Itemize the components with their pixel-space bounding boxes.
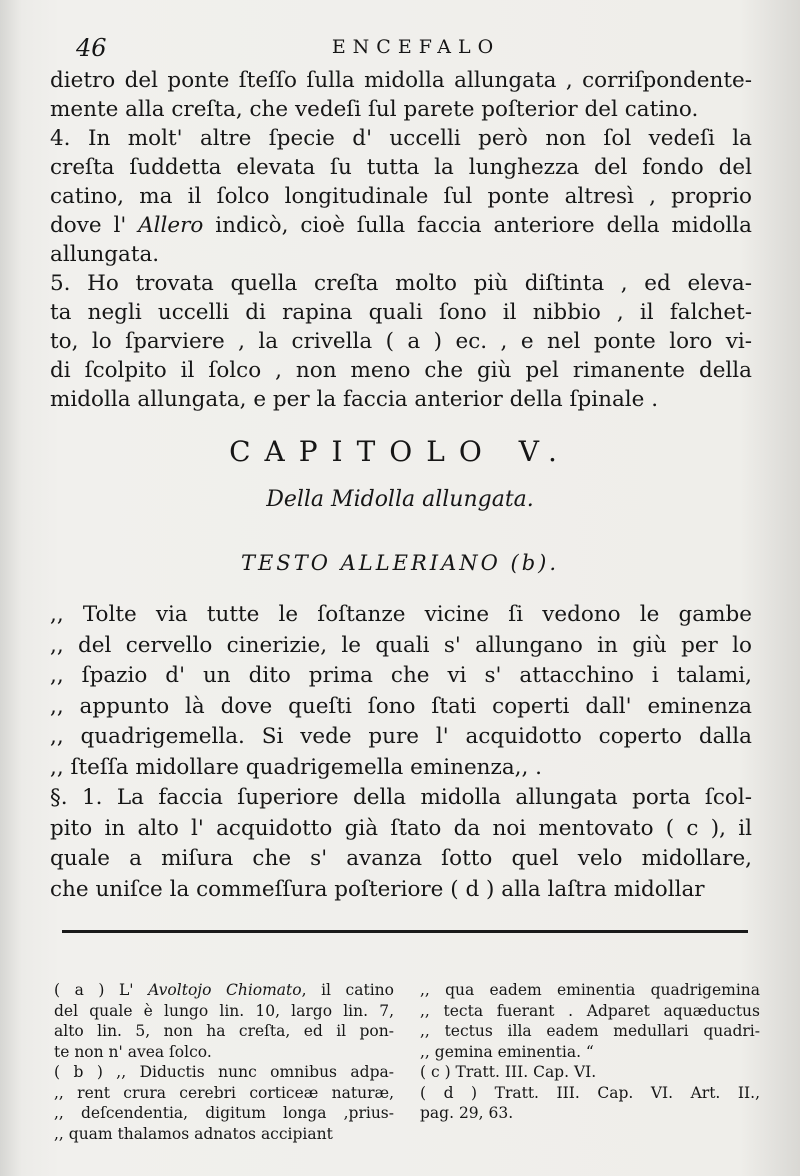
- text-line: di ſcolpito il ſolco , non meno che giù pel rimanente della: [50, 358, 752, 383]
- page-number: 46: [76, 34, 107, 62]
- footnote-line: ( d ) Tratt. III. Cap. VI. Art. II.,: [420, 1083, 760, 1102]
- body-text: [50, 66, 752, 414]
- text-line: creſta ſuddetta elevata ſu tutta la lunghezza del fondo del: [50, 155, 752, 180]
- quote-line: ,, del cervello cinerizie, le quali s' allungano in giù per lo: [50, 632, 752, 658]
- quote-line: §. 1. La faccia ſuperiore della midolla allungata porta ſcol-: [50, 785, 752, 810]
- text-line: to, lo ſparviere , la crivella ( a ) ec. , e nel ponte loro vi-: [50, 329, 752, 354]
- quote-line: ,, quadrigemella. Si vede pure l' acquidotto coperto dalla: [50, 724, 752, 749]
- quote-line: ,, appunto là dove queſti ſono ſtati coperti dall' eminenza: [50, 693, 752, 719]
- text-segment: dove l': [50, 213, 139, 238]
- footnote-line: pag. 29, 63.: [420, 1104, 514, 1122]
- footnote-line: ,, tecta fuerant . Adparet aquæductus: [420, 1001, 760, 1020]
- footnote-line: del quale è lungo lin. 10, largo lin. 7,: [54, 1001, 394, 1020]
- chapter-title: CAPITOLO V.: [229, 435, 571, 468]
- text-line: ta negli uccelli di rapina quali ſono il nibbio , il falchet-: [50, 300, 752, 325]
- text-line: [50, 211, 752, 240]
- running-head: ENCEFALO: [331, 36, 501, 58]
- quote-line: pito in alto l' acquidotto già ſtato da noi mentovato ( c ), il: [50, 815, 752, 841]
- text-segment: ( a ) L': [54, 981, 149, 999]
- footnote-line: ,, deſcendentia, digitum longa ,prius-: [54, 1104, 394, 1122]
- quote-line: che uniſce la commeſſura poſteriore ( d ) alla laſtra midollar: [50, 876, 705, 902]
- text-line: mente alla creſta, che vedeſi ſul parete poſterior del catino.: [50, 97, 699, 122]
- section-heading: TESTO ALLERIANO (b).: [240, 551, 560, 575]
- footnote-line: ,, gemina eminentia. “: [420, 1042, 594, 1061]
- quote-line: ,, Tolte via tutte le ſoſtanze vicine ſi vedono le gambe: [50, 602, 752, 627]
- footnote-line: alto lin. 5, non ha creſta, ed il pon-: [54, 1022, 394, 1040]
- quote-line: quale a miſura che s' avanza ſotto quel velo midollare,: [50, 846, 752, 871]
- footnote-line: te non n' avea ſolco.: [54, 1042, 212, 1061]
- footnote-line: ,, rent crura cerebri corticeæ naturæ,: [54, 1083, 394, 1102]
- text-segment: indicò, cioè ſulla faccia anteriore della midolla: [203, 213, 752, 238]
- footnote-line: ( c ) Tratt. III. Cap. VI.: [420, 1063, 597, 1081]
- text-line: midolla allungata, e per la faccia anterior della ſpinale .: [50, 387, 659, 412]
- quote-line: ,, ſpazio d' un dito prima che vi s' attacchino i talami,: [50, 663, 752, 688]
- quoted-text: [50, 600, 752, 905]
- quote-line: ,, ſteſſa midollare quadrigemella eminenza,, .: [50, 754, 543, 780]
- footnotes-right-column: [420, 980, 760, 1124]
- footnote-line: [54, 980, 394, 1001]
- page-header: [76, 34, 756, 64]
- text-line: 5. Ho trovata quella creſta molto più diſtinta , ed eleva-: [50, 271, 752, 296]
- chapter-subtitle: Della Midolla allungata.: [266, 487, 534, 512]
- text-segment: , il catino: [301, 981, 394, 999]
- footnote-line: ,, qua eadem eminentia quadrigemina: [420, 981, 760, 999]
- text-line: allungata.: [50, 242, 160, 267]
- text-line: dietro del ponte ſteſſo ſulla midolla allungata , corriſpondente-: [50, 68, 752, 93]
- text-line: 4. In molt' altre ſpecie d' uccelli però non ſol vedeſi la: [50, 126, 752, 151]
- footnotes-left-column: [54, 980, 394, 1144]
- footnote-line: ,, quam thalamos adnatos accipiant: [54, 1124, 333, 1143]
- text-line: catino, ma il ſolco longitudinale ſul ponte altresì , proprio: [50, 184, 752, 209]
- footnote-line: ,, tectus illa eadem medullari quadri-: [420, 1022, 760, 1040]
- italic-segment: Avoltojo Chiomato: [148, 981, 302, 999]
- italic-segment: Allero: [138, 213, 204, 238]
- footnote-rule: [62, 930, 748, 933]
- footnote-line: ( b ) ,, Diductis nunc omnibus adpa-: [54, 1063, 394, 1081]
